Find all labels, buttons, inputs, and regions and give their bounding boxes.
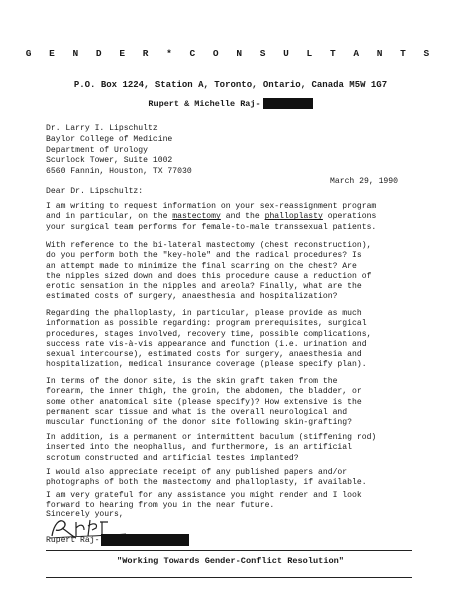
underlined-term: phalloplasty	[264, 212, 323, 222]
letterhead-names	[0, 98, 461, 109]
text-line: success rate vis-à-vis appearance and function (i.e. urination and	[46, 339, 367, 349]
paragraph-papers	[46, 468, 436, 489]
text-line: photographs of both the mastectomy and phalloplasty, if available.	[46, 478, 367, 488]
paragraph-intro	[46, 202, 436, 233]
recipient-line: Scurlock Tower, Suite 1002	[46, 156, 173, 166]
recipient-line: Baylor College of Medicine	[46, 134, 173, 144]
text-line: estimated costs of surgery, anaesthesia and hospitalization?	[46, 292, 338, 302]
text-line: do you perform both the "key-hole" and the radical procedures? Is	[46, 251, 362, 261]
text-line: scrotum constructed and artificial testes implanted?	[46, 453, 299, 463]
closing: Sincerely yours,	[46, 510, 124, 519]
text-line: some other anatomical site (please specify)? How extensive is the	[46, 397, 362, 407]
text-line: your surgical team performs for female-to-male transsexual patients.	[46, 222, 377, 232]
text-line: With reference to the bi-lateral mastectomy (chest reconstruction),	[46, 241, 372, 250]
text-run: and the	[220, 212, 265, 222]
redaction-bar	[101, 534, 189, 546]
text-line: an attempt made to minimize the final scarring on the chest? Are	[46, 261, 357, 271]
paragraph-thanks	[46, 491, 436, 512]
text-line: I am very grateful for any assistance you might render and I look	[46, 491, 362, 500]
text-run: and in particular, on the	[46, 212, 173, 222]
letterhead-title: G E N D E R * C O N S U L T A N T S	[25, 48, 436, 59]
letterhead-names-text: Rupert & Michelle Raj-	[148, 98, 261, 109]
signer-name-text: Rupert Raj-	[46, 536, 100, 546]
redaction-bar	[263, 98, 313, 109]
text-line: sexual intercourse), estimated costs for surgery, anaesthesia and	[46, 350, 362, 360]
text-run: operations	[322, 212, 377, 222]
text-line: forward to hearing from you in the near future.	[46, 501, 275, 511]
text-line: In terms of the donor site, is the skin graft taken from the	[46, 377, 338, 386]
motto: "Working Towards Gender-Conflict Resolution"	[117, 556, 344, 566]
letter-date: March 29, 1990	[330, 177, 398, 186]
recipient-address	[46, 124, 192, 178]
paragraph-mastectomy	[46, 241, 436, 303]
text-line: hospitalization, medical insurance coverage (please specify plan).	[46, 360, 367, 370]
text-line	[46, 212, 436, 222]
text-line: In addition, is a permanent or intermittent baculum (stiffening rod)	[46, 433, 377, 442]
text-line: muscular functioning of the donor site following skin-grafting?	[46, 418, 352, 428]
salutation: Dear Dr. Lipschultz:	[46, 187, 144, 196]
recipient-line: Dr. Larry I. Lipschultz	[46, 124, 158, 133]
paragraph-baculum	[46, 433, 436, 464]
text-line: the nipples sized down and does this procedure cause a reduction of	[46, 271, 372, 281]
text-line: permanent scar tissue and what is the overall neurological and	[46, 407, 348, 417]
text-line: forearm, the inner thigh, the groin, the abdomen, the bladder, or	[46, 387, 362, 397]
text-line: procedures, stages involved, recovery time, possible complications,	[46, 329, 372, 339]
recipient-line: Department of Urology	[46, 145, 148, 155]
text-line: I would also appreciate receipt of any published papers and/or	[46, 468, 348, 477]
recipient-line: 6560 Fannin, Houston, TX 77030	[46, 167, 192, 177]
underlined-term: mastectomy	[172, 212, 221, 222]
text-line: I am writing to request information on your sex-reassignment program	[46, 202, 377, 211]
text-line: inserted into the neophallus, and furthermore, is an artificial	[46, 443, 352, 453]
text-line: erotic sensation in the nipples and areola? Finally, what are the	[46, 282, 362, 292]
letterhead-address: P.O. Box 1224, Station A, Toronto, Ontario, Canada M5W 1G7	[73, 80, 388, 90]
text-line: Regarding the phalloplasty, in particular, please provide as much	[46, 309, 362, 318]
paragraph-phalloplasty	[46, 309, 436, 371]
paragraph-donor-site	[46, 377, 436, 428]
signer-name	[46, 534, 189, 546]
text-line: information as possible regarding: program prerequisites, surgical	[46, 319, 367, 329]
